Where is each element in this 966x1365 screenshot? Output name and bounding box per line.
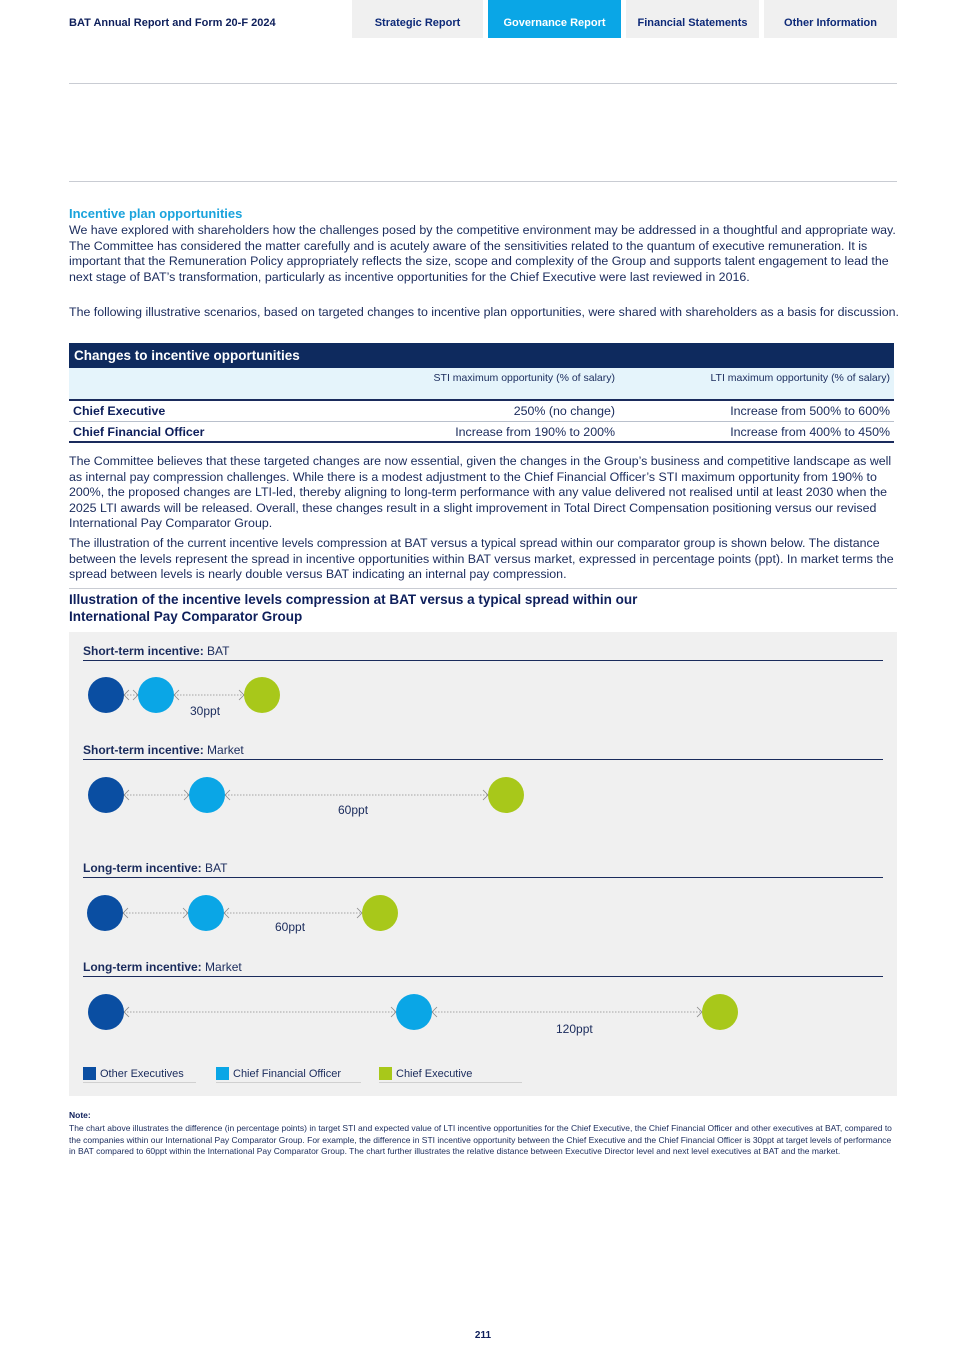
legend-label: Other Executives [100, 1067, 184, 1080]
section-label-rest: BAT [207, 644, 230, 658]
section-label-lti-bat [83, 861, 883, 878]
chief-executive-marker [702, 994, 738, 1030]
legend-swatch [216, 1067, 229, 1080]
chief-financial-officer-marker [396, 994, 432, 1030]
body-paragraph-4: The illustration of the current incentive levels compression at BAT versus a typical spread within our comparator group is shown below. The distance between the levels represent the spread in incentive opportunities within BAT versus market, expressed in percentage points (ppt). In market terms the spread between levels is nearly double versus BAT indicating an internal pay compression. [69, 536, 894, 582]
legend-label: Chief Executive [396, 1067, 473, 1080]
table-title: Changes to incentive opportunities [69, 343, 894, 368]
section-label-rest: Market [205, 960, 242, 974]
note-text: The chart above illustrates the difference (in percentage points) in target STI and expected value of LTI incentive opportunities for the Chief Executive, the Chief Financial Officer and other executives at BAT, compared to the companies within our International Pay Comparator Group. For example, the difference in STI incentive opportunity between the Chief Executive and the Chief Financial Officer is 30ppt at target levels of performance in BAT compared to 60ppt within the International Pay Comparator Group. The chart further illustrates the relative distance between Executive Director level and next level executives at BAT and the market. [69, 1123, 892, 1156]
table-header [69, 368, 894, 401]
column-header-lti: LTI maximum opportunity (% of salary) [710, 372, 890, 384]
row-lti: Increase from 400% to 450% [730, 425, 890, 439]
table-row [69, 422, 894, 443]
note-title: Note: [69, 1110, 91, 1120]
divider-chart [69, 588, 897, 589]
chart-title: Illustration of the incentive levels compression at BAT versus a typical spread within our International Pay Comparator Group [69, 592, 638, 624]
legend-item-other-executives [83, 1065, 196, 1083]
section-label-sti-bat [83, 644, 883, 661]
chief-financial-officer-marker [189, 777, 225, 813]
other-executives-marker [88, 994, 124, 1030]
intro-paragraph-2: The following illustrative scenarios, based on targeted changes to incentive plan opportunities, were shared with shareholders as a basis for discussion. [69, 305, 899, 319]
gap-label: 120ppt [556, 1022, 593, 1036]
legend-label: Chief Financial Officer [233, 1067, 342, 1080]
row-role: Chief Executive [73, 404, 166, 418]
row-sti: Increase from 190% to 200% [455, 425, 615, 439]
row-role: Chief Financial Officer [73, 425, 205, 439]
chief-executive-marker [244, 677, 280, 713]
other-executives-marker [88, 777, 124, 813]
divider-top [69, 83, 897, 84]
divider-section [69, 181, 897, 182]
gap-label: 60ppt [338, 803, 369, 817]
section-label-bold: Long-term incentive: [83, 861, 202, 875]
top-navigation [0, 0, 966, 40]
row-lti: Increase from 500% to 600% [730, 404, 890, 418]
row-sti: 250% (no change) [513, 404, 615, 418]
section-label-rest: BAT [205, 861, 228, 875]
section-label-bold: Short-term incentive: [83, 743, 204, 757]
chief-executive-marker [362, 895, 398, 931]
section-label-bold: Long-term incentive: [83, 960, 202, 974]
tab-governance-report[interactable]: Governance Report [488, 0, 621, 38]
page-number: 211 [474, 1330, 492, 1341]
gap-label: 60ppt [275, 920, 306, 934]
section-label-bold: Short-term incentive: [83, 644, 204, 658]
gap-label: 30ppt [190, 704, 221, 718]
legend-item-chief-executive [379, 1065, 522, 1083]
section-label-sti-market [83, 743, 883, 760]
body-paragraph-3: The Committee believes that these targeted changes are now essential, given the changes in the Group’s business and competitive landscape as well as internal pay compression challenges. While there is a modest adjustment to the Chief Financial Officer’s STI maximum opportunity from 190% to 200%, the proposed changes are LTI-led, thereby aligning to long-term performance with any value delivered not realised until at least 2030 when the 2025 LTI awards will be released. Overall, these changes result in a slight improvement in Total Direct Compensation positioning versus our revised International Pay Comparator Group. [69, 454, 892, 531]
legend-swatch [83, 1067, 96, 1080]
other-executives-marker [87, 895, 123, 931]
section-label-lti-market [83, 960, 883, 977]
section-label-rest: Market [207, 743, 244, 757]
tab-other-information[interactable]: Other Information [764, 0, 897, 38]
chief-financial-officer-marker [188, 895, 224, 931]
legend-item-chief-financial-officer [216, 1065, 361, 1083]
chief-executive-marker [488, 777, 524, 813]
document-title: BAT Annual Report and Form 20-F 2024 [69, 17, 276, 29]
tab-strategic-report[interactable]: Strategic Report [352, 0, 483, 38]
section-heading: Incentive plan opportunities [69, 206, 243, 221]
chief-financial-officer-marker [138, 677, 174, 713]
tab-financial-statements[interactable]: Financial Statements [626, 0, 759, 38]
other-executives-marker [88, 677, 124, 713]
intro-paragraph-1: We have explored with shareholders how the challenges posed by the competitive environment may be addressed in a thoughtful and appropriate way. The Committee has considered the matter carefully and is acutely aware of the sensitivities related to the quantum of executive remuneration. It is important that the Remuneration Policy appropriately reflects the size, scope and complexity of the Group and supports talent engagement to lead the next stage of BAT’s transformation, particularly as incentive opportunities for the Chief Executive were last reviewed in 2016. [69, 223, 896, 284]
table-row [69, 401, 894, 422]
legend-swatch [379, 1067, 392, 1080]
column-header-sti: STI maximum opportunity (% of salary) [433, 372, 615, 384]
